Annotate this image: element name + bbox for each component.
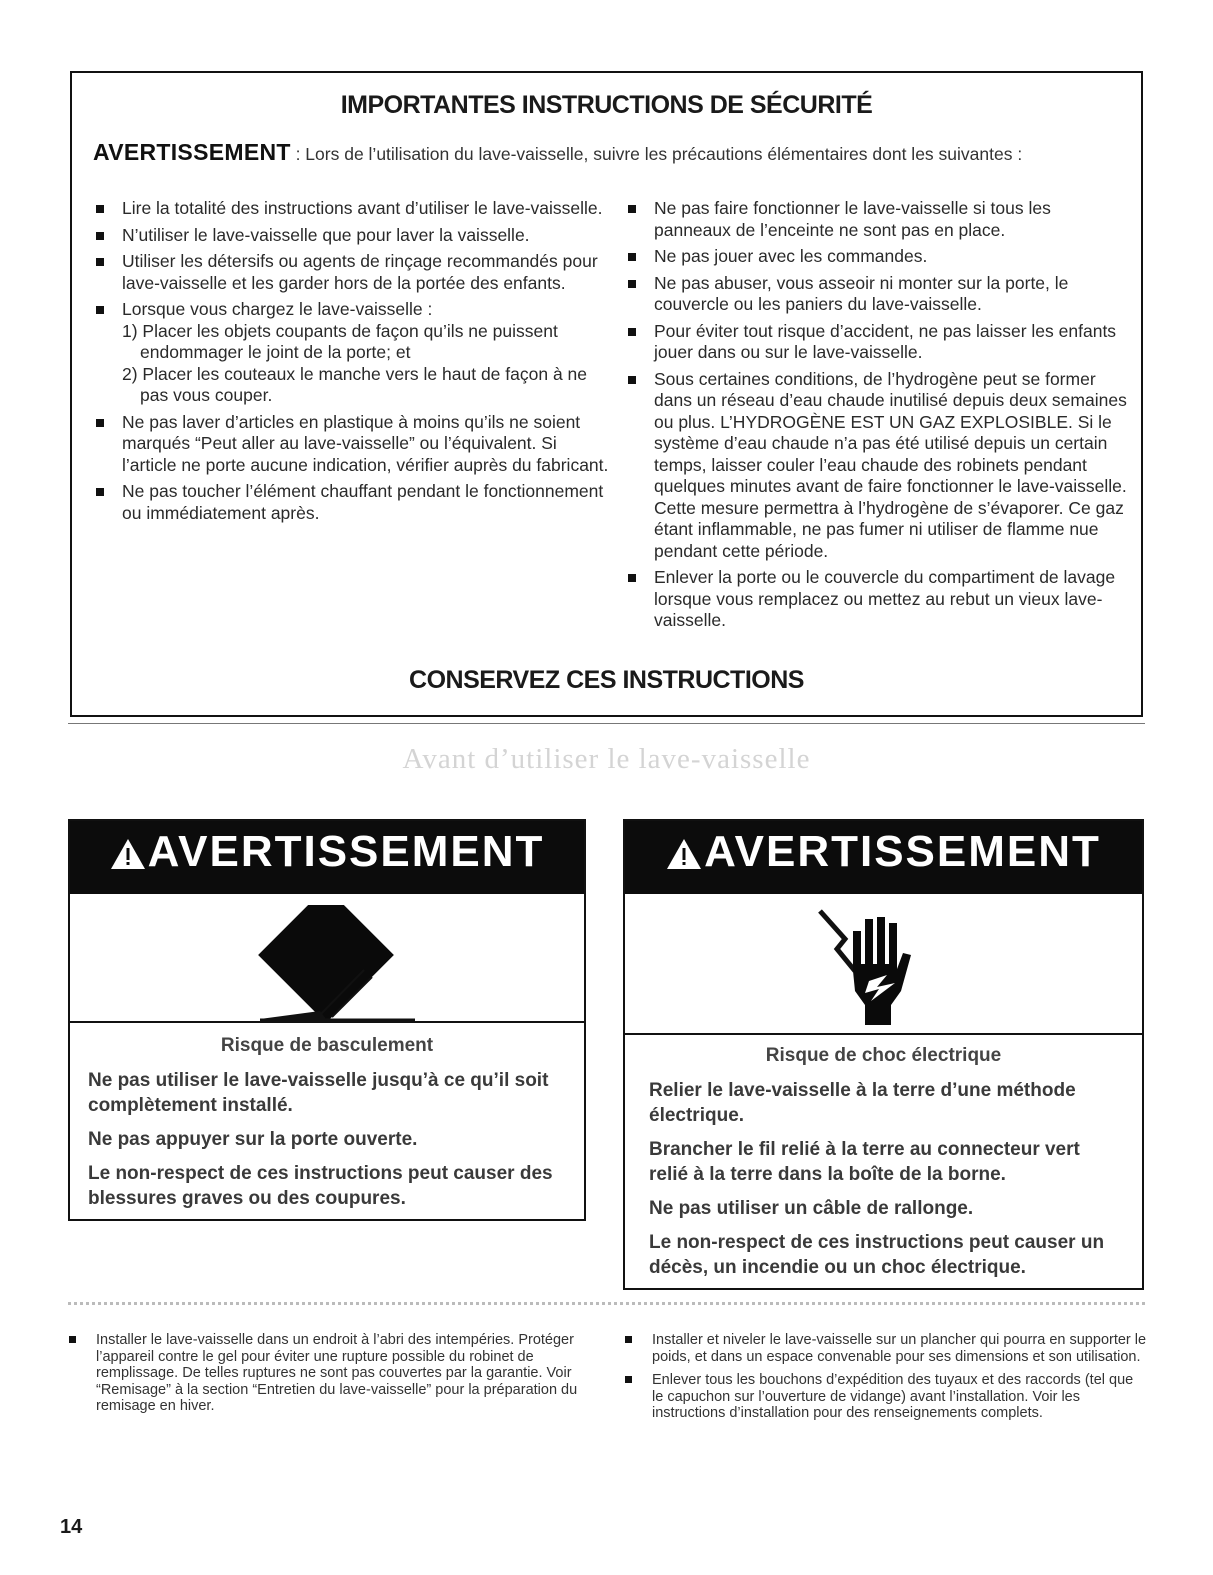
bullet-icon (628, 253, 636, 261)
list-item: Ne pas toucher l’élément chauffant pendant le fonctionnement ou immédiatement après. (90, 481, 615, 524)
bullet-icon (628, 205, 636, 213)
tipping-dishwasher-icon (220, 905, 440, 1035)
warning-banner-text: AVERTISSEMENT (704, 827, 1101, 876)
bullet-icon (625, 1336, 632, 1343)
electric-shock-hand-icon (815, 909, 945, 1027)
warning-paragraph: Ne pas appuyer sur la porte ouverte. (88, 1129, 418, 1150)
bullet-icon (96, 232, 104, 240)
warning-word: AVERTISSEMENT (93, 139, 291, 165)
warning-paragraph: Brancher le fil relié à la terre au connecteur vert relié à la terre dans la boîte de la borne. (649, 1139, 1080, 1185)
bullet-icon (625, 1376, 632, 1383)
lower-right-list (622, 1332, 1147, 1429)
tip-over-warning-text (70, 1033, 584, 1220)
list-item: Pour éviter tout risque d’accident, ne pas laisser les enfants jouer dans ou sur le lave-vaisselle. (622, 321, 1132, 364)
warning-paragraph: Le non-respect de ces instructions peut causer des blessures graves ou des coupures. (88, 1163, 553, 1209)
bullet-icon (628, 328, 636, 336)
warning-triangle-icon (666, 838, 702, 870)
list-item: Lorsque vous chargez le lave-vaisselle : 1) Placer les objets coupants de façon qu’ils ne puissent endommager le joint de la porte; et 2) Placer les couteaux le manche vers le haut de façon à ne pas vous couper. (90, 299, 615, 407)
warning-intro (93, 139, 1123, 165)
list-item: Lire la totalité des instructions avant d’utiliser le lave-vaisselle. (90, 198, 615, 220)
bullet-icon (628, 280, 636, 288)
hazard-subtitle: Risque de choc électrique (765, 1045, 1002, 1066)
electric-shock-warning-panel (623, 819, 1144, 1290)
warning-banner (625, 821, 1142, 894)
bullet-icon (96, 258, 104, 266)
list-item: Ne pas laver d’articles en plastique à moins qu’ils ne soient marqués “Peut aller au lave-vaisselle” ou l’équivalent. Si l’article ne porte aucune indication, vérifier auprès du fabricant. (90, 412, 615, 477)
list-item: N’utiliser le lave-vaisselle que pour laver la vaisselle. (90, 225, 615, 247)
warning-paragraph: Ne pas utiliser un câble de rallonge. (649, 1198, 974, 1219)
bullet-icon (628, 376, 636, 384)
bullet-icon (96, 205, 104, 213)
tip-over-warning-panel (68, 819, 586, 1221)
safety-instructions-box (70, 71, 1143, 717)
hazard-subtitle: Risque de basculement (220, 1035, 434, 1056)
panel-divider (625, 1033, 1142, 1035)
list-item: Installer et niveler le lave-vaisselle sur un plancher qui pourra en supporter le poids, et dans un espace convenable pour ses dimensions et son utilisation. (622, 1332, 1147, 1365)
list-item: Ne pas faire fonctionner le lave-vaisselle si tous les panneaux de l’enceinte ne sont pas en place. (622, 198, 1132, 241)
warning-intro-text: : Lors de l’utilisation du lave-vaisselle, suivre les précautions élémentaires dont les suivantes : (290, 144, 1023, 164)
sub-item: 2) Placer les couteaux le manche vers le haut de façon à ne pas vous couper. (122, 363, 587, 405)
right-instruction-list (622, 198, 1132, 637)
lower-left-list (66, 1332, 586, 1422)
bullet-icon (628, 574, 636, 582)
list-item: Sous certaines conditions, de l’hydrogène peut se former dans un réseau d’eau chaude inutilisé depuis deux semaines ou plus. L’HYDROGÈNE EST UN GAZ EXPLOSIBLE. Si le système d’eau chaude n’a pas été utilisé depuis un certain temps, laisser couler l’eau chaude des robinets pendant quelques minutes avant de faire fonctionner le lave-vaisselle. Cette mesure permettra à l’hydrogène de s’évaporer. Ce gaz étant inflammable, ne pas fumer ni utiliser de flamme nue pendant cette période. (622, 369, 1132, 563)
warning-triangle-icon (110, 838, 146, 870)
list-item: Ne pas jouer avec les commandes. (622, 246, 1132, 268)
list-item: Installer le lave-vaisselle dans un endroit à l’abri des intempéries. Protéger l’appareil contre le gel pour éviter une rupture possible du robinet de remplissage. De telles ruptures ne sont pas couvertes par la garantie. Voir “Remisage” à la section “Entretien du lave-vaisselle” pour la préparation du remisage en hiver. (66, 1332, 586, 1415)
section-heading: Avant d’utiliser le lave-vaisselle (402, 743, 811, 775)
warning-banner-text: AVERTISSEMENT (147, 827, 545, 876)
bullet-icon (96, 419, 104, 427)
left-instruction-list (90, 198, 615, 529)
list-item: Utiliser les détersifs ou agents de rinçage recommandés pour lave-vaisselle et les garder hors de la portée des enfants. (90, 251, 615, 294)
list-item: Ne pas abuser, vous asseoir ni monter sur la porte, le couvercle ou les paniers du lave-vaisselle. (622, 273, 1132, 316)
dotted-divider (68, 1302, 1145, 1305)
warning-paragraph: Ne pas utiliser le lave-vaisselle jusqu’à ce qu’il soit complètement installé. (88, 1070, 549, 1116)
bullet-icon (96, 306, 104, 314)
conserve-instructions-title: CONSERVEZ CES INSTRUCTIONS (409, 666, 804, 694)
bullet-icon (96, 488, 104, 496)
electric-shock-warning-text (625, 1043, 1142, 1289)
warning-banner (70, 821, 584, 894)
safety-title: IMPORTANTES INSTRUCTIONS DE SÉCURITÉ (340, 91, 873, 119)
panel-divider (70, 1021, 584, 1023)
list-item: Enlever tous les bouchons d’expédition des tuyaux et des raccords (tel que le capuchon sur l’ouverture de vidange) avant l’installation. Voir les instructions d’installation pour des renseignements complets. (622, 1372, 1147, 1422)
section-divider (68, 723, 1145, 724)
sub-item: 1) Placer les objets coupants de façon qu’ils ne puissent endommager le joint de la porte; et (122, 320, 558, 362)
bullet-icon (69, 1336, 76, 1343)
warning-paragraph: Relier le lave-vaisselle à la terre d’une méthode électrique. (649, 1080, 1076, 1126)
page-number: 14 (60, 1516, 83, 1538)
warning-paragraph: Le non-respect de ces instructions peut causer un décès, un incendie ou un choc électrique. (649, 1232, 1105, 1278)
list-item: Enlever la porte ou le couvercle du compartiment de lavage lorsque vous remplacez ou mettez au rebut un vieux lave-vaisselle. (622, 567, 1132, 632)
